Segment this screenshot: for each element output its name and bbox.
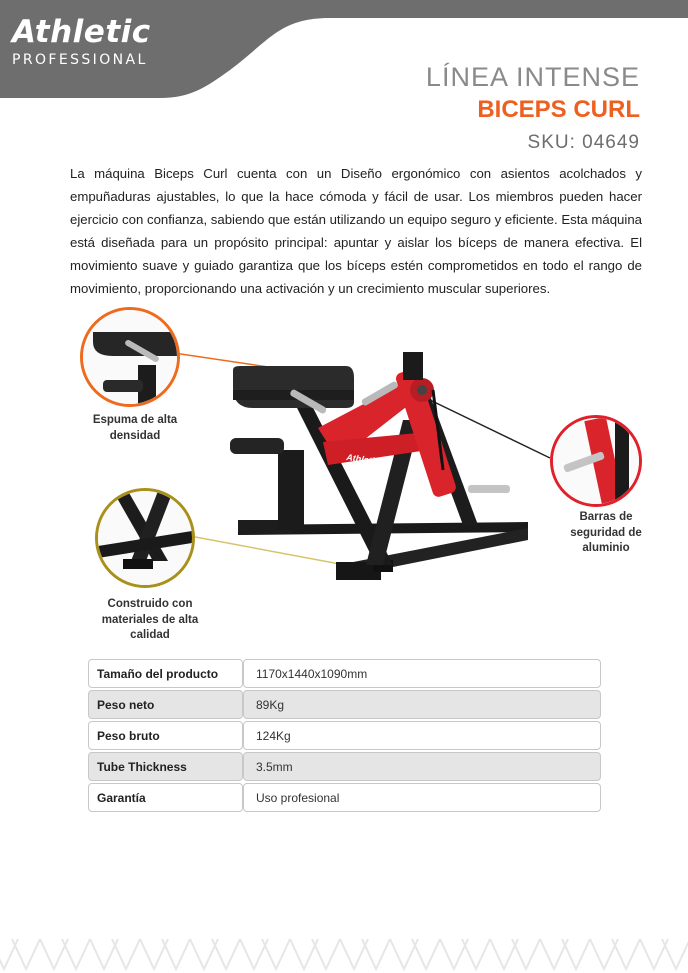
brand-logo: Athletic xyxy=(12,14,151,50)
spec-value: 89Kg xyxy=(243,690,601,719)
spec-label: Tube Thickness xyxy=(88,752,243,781)
spec-value: 3.5mm xyxy=(243,752,601,781)
biceps-curl-machine-image xyxy=(228,350,538,595)
callout-safety-bars-detail xyxy=(550,415,642,507)
spec-value: 1170x1440x1090mm xyxy=(243,659,601,688)
specs-table xyxy=(88,659,601,814)
callout-label-foam: Espuma de alta densidad xyxy=(92,414,178,442)
table-row xyxy=(88,721,601,750)
callout-label-safety-bars: Barras de seguridad de aluminio xyxy=(570,511,642,554)
callout-foam-detail xyxy=(80,307,180,407)
product-sku: SKU: 04649 xyxy=(527,132,640,153)
machine-logo: Athletic xyxy=(345,452,380,467)
callout-label-materials: Construido con materiales de alta calidad xyxy=(101,598,199,641)
table-row xyxy=(88,690,601,719)
table-row xyxy=(88,783,601,812)
spec-label: Garantía xyxy=(88,783,243,812)
table-row xyxy=(88,752,601,781)
product-line: LÍNEA INTENSE xyxy=(425,62,640,92)
brand-subtitle: PROFESSIONAL xyxy=(12,52,148,68)
spec-label: Tamaño del producto xyxy=(88,659,243,688)
spec-value: 124Kg xyxy=(243,721,601,750)
spec-label: Peso bruto xyxy=(88,721,243,750)
footer-pattern xyxy=(0,931,688,973)
product-description: La máquina Biceps Curl cuenta con un Diseño ergonómico con asientos acolchados y empuñaduras ajustables, lo que la hace cómoda y fácil de usar. Los miembros pueden hacer ejercicio con confianza, sabiendo que están utilizando un equipo seguro y eficiente. Esta máquina está diseñada para un propósito principal: apuntar y aislar los bíceps de manera efectiva. El movimiento suave y guiado garantiza que los bíceps estén comprometidos en todo el rango de movimiento, proporcionando una activación y un crecimiento muscular superiores. xyxy=(70,166,642,296)
spec-value: Uso profesional xyxy=(243,783,601,812)
callout-materials-detail xyxy=(95,488,195,588)
product-title: BICEPS CURL xyxy=(477,96,640,123)
table-row xyxy=(88,659,601,688)
spec-label: Peso neto xyxy=(88,690,243,719)
